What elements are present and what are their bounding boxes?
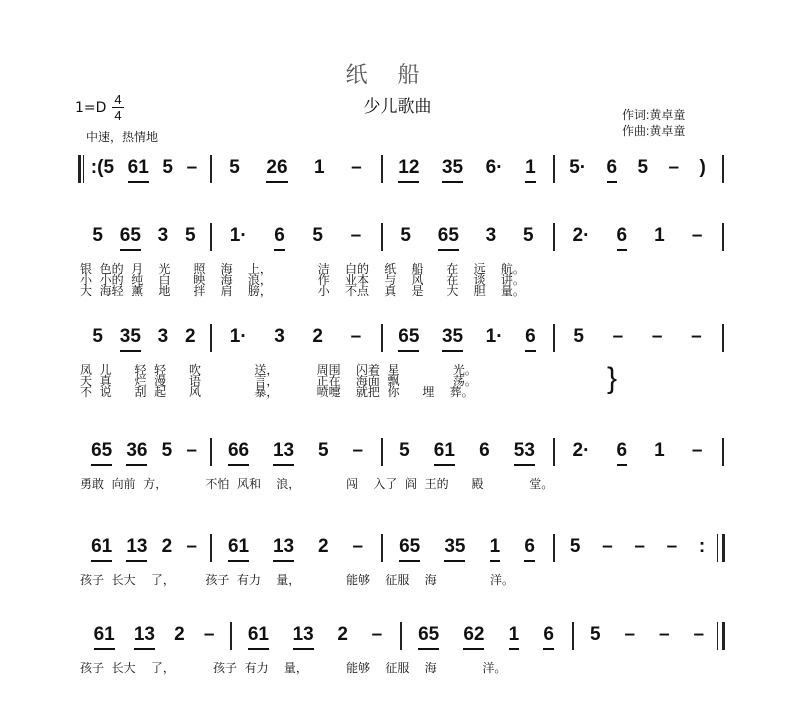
note: 2 [185, 326, 196, 347]
note: – [350, 326, 362, 347]
measure [84, 157, 204, 187]
time-signature [112, 92, 124, 123]
note: – [186, 536, 197, 557]
measure [236, 624, 394, 654]
note: 61 [248, 624, 269, 650]
note: 1· [485, 326, 503, 347]
measure [84, 536, 204, 566]
barline [381, 534, 383, 562]
measure [84, 624, 224, 654]
note: 65 [120, 225, 141, 251]
note: 2· [572, 440, 590, 461]
note: 6 [274, 225, 285, 251]
barline [210, 223, 212, 251]
barline [381, 155, 383, 183]
song-title: 纸船 [345, 63, 450, 88]
note: 5 [185, 225, 196, 246]
measure [216, 440, 375, 470]
note: – [351, 157, 362, 178]
note: – [658, 624, 670, 645]
barline [78, 155, 81, 183]
note: 1 [525, 157, 536, 183]
measure [559, 157, 716, 187]
note: 66 [228, 440, 249, 466]
note: – [624, 624, 636, 645]
time-top: 4 [112, 92, 124, 108]
note: – [352, 440, 364, 461]
note: 6 [525, 326, 536, 352]
note: : [698, 536, 706, 557]
lyric-line: 凤 儿 轻 轻 吹 送， 周围 闪着 星 光。 [80, 363, 477, 377]
note: 6 [524, 536, 535, 562]
measure [387, 326, 547, 356]
note: 35 [444, 536, 465, 562]
barline [722, 438, 724, 466]
note: 62 [463, 624, 484, 650]
barline [717, 622, 718, 650]
measure [387, 440, 547, 470]
note: 13 [126, 536, 147, 562]
barline [553, 223, 555, 251]
measure [216, 326, 375, 356]
measure [578, 624, 716, 654]
note: 5 [399, 440, 410, 461]
note: 35 [442, 326, 463, 352]
measure [559, 440, 716, 470]
barline [381, 223, 383, 251]
note: 5 [92, 326, 103, 347]
note: 1 [490, 536, 501, 562]
barline [210, 534, 212, 562]
measure [559, 225, 716, 255]
measure [387, 536, 547, 566]
note: – [693, 624, 705, 645]
note: 1· [229, 326, 247, 347]
barline [722, 534, 725, 562]
lyric-line: 孩子 长大 了， 孩子 有力 量， 能够 征服 海 洋。 [80, 661, 507, 675]
note: ) [699, 157, 706, 178]
barline [722, 155, 724, 183]
measure [559, 326, 716, 356]
note: 61 [228, 536, 249, 562]
note: 5 [162, 157, 173, 178]
lyricist-credit: 作词:黄卓童 [622, 108, 686, 122]
note: 65 [91, 440, 112, 466]
note: 13 [273, 440, 294, 466]
measure [559, 536, 716, 566]
note: 2 [312, 326, 323, 347]
note: 61 [434, 440, 455, 466]
note: 13 [134, 624, 155, 650]
note: 5· [569, 157, 587, 178]
note: 35 [120, 326, 141, 352]
note: – [651, 326, 663, 347]
barline [553, 438, 555, 466]
note: 1 [509, 624, 520, 650]
note: 61 [128, 157, 149, 183]
measure [216, 157, 375, 187]
barline [210, 438, 212, 466]
barline [722, 622, 725, 650]
lyric-line: 勇敢 向前 方， 不怕 风和 浪， 闯 入了 阎 王的 殿 堂。 [80, 477, 554, 491]
barline [400, 622, 402, 650]
note: – [371, 624, 383, 645]
note: 61 [91, 536, 112, 562]
note: 5 [161, 440, 173, 461]
note: – [186, 440, 197, 461]
note: 2 [174, 624, 185, 645]
note: 13 [273, 536, 294, 562]
note: 5 [92, 225, 103, 246]
verse-brace: } [607, 362, 618, 395]
note: 5 [573, 326, 584, 347]
barline [553, 155, 555, 183]
note: – [602, 536, 613, 557]
barline [722, 324, 724, 352]
measure [84, 225, 204, 255]
barline [553, 324, 555, 352]
note: 6 [543, 624, 554, 650]
note: 61 [94, 624, 115, 650]
note: 53 [514, 440, 535, 466]
key-signature: 1=D [75, 100, 107, 116]
barline [230, 622, 232, 650]
note: 5 [312, 225, 323, 246]
note: 1 [654, 225, 665, 246]
note: 13 [293, 624, 314, 650]
note: 1· [229, 225, 247, 246]
barline [717, 534, 718, 562]
note: 12 [398, 157, 419, 183]
note: 2 [337, 624, 348, 645]
note: – [666, 536, 678, 557]
note: 6· [485, 157, 503, 178]
note: 5 [637, 157, 649, 178]
note: – [634, 536, 645, 557]
note: 6 [617, 225, 628, 251]
barline [210, 155, 212, 183]
note: 6 [479, 440, 490, 461]
time-bottom: 4 [114, 108, 122, 123]
note: 5 [229, 157, 240, 178]
note: 6 [607, 157, 618, 183]
note: – [203, 624, 215, 645]
note: – [186, 157, 198, 178]
note: – [691, 326, 702, 347]
note: 5 [523, 225, 534, 246]
barline [553, 534, 555, 562]
note: 3 [157, 225, 169, 246]
lyric-line: 不 说 刮 起 风 暴， 喷嚏 就把 你 埋 葬。 [80, 385, 474, 399]
note: – [352, 536, 364, 557]
note: 2 [161, 536, 173, 557]
note: :(5 [90, 157, 115, 178]
note: 65 [418, 624, 439, 650]
barline [572, 622, 574, 650]
lyric-line: 天 真 烂 漫 语 言， 正在 海面 飘 荡。 [80, 374, 477, 388]
lyric-line: 银 色的 月 光 照 海 上， 洁 白的 纸 船 在 远 航。 [80, 262, 525, 276]
note: 2 [318, 536, 329, 557]
note: 1 [314, 157, 325, 178]
measure [84, 440, 204, 470]
lyric-line: 大 海轻 薰 地 拌 肩 膀， 小 不点 真 是 大 胆 量。 [80, 284, 525, 298]
measure [387, 157, 547, 187]
barline [381, 438, 383, 466]
barline [722, 223, 724, 251]
lyric-line: 孩子 长大 了， 孩子 有力 量， 能够 征服 海 洋。 [80, 573, 514, 587]
composer-credit: 作曲:黄卓童 [622, 124, 686, 138]
note: 3 [274, 326, 285, 347]
note: 3 [485, 225, 497, 246]
lyric-line: 小 小的 纯 白 映 海 浪， 作 业本 与 风 在 谈 讲。 [80, 273, 525, 287]
measure [216, 225, 375, 255]
barline [210, 324, 212, 352]
note: 6 [617, 440, 628, 466]
note: – [691, 225, 703, 246]
note: 5 [400, 225, 411, 246]
note: 2· [572, 225, 590, 246]
note: 65 [398, 326, 419, 352]
measure [84, 326, 204, 356]
note: – [668, 157, 680, 178]
note: 3 [157, 326, 169, 347]
note: 5 [569, 536, 581, 557]
note: 65 [399, 536, 420, 562]
song-subtitle: 少儿歌曲 [363, 97, 432, 116]
measure [387, 225, 547, 255]
measure [406, 624, 566, 654]
note: 65 [438, 225, 459, 251]
note: – [350, 225, 362, 246]
note: 1 [654, 440, 665, 461]
note: 35 [442, 157, 463, 183]
note: 26 [266, 157, 287, 183]
note: – [691, 440, 703, 461]
measure [216, 536, 375, 566]
note: 5 [589, 624, 601, 645]
tempo-marking: 中速，热情地 [86, 130, 159, 144]
barline [381, 324, 383, 352]
note: – [612, 326, 624, 347]
note: 5 [318, 440, 329, 461]
note: 36 [126, 440, 147, 466]
